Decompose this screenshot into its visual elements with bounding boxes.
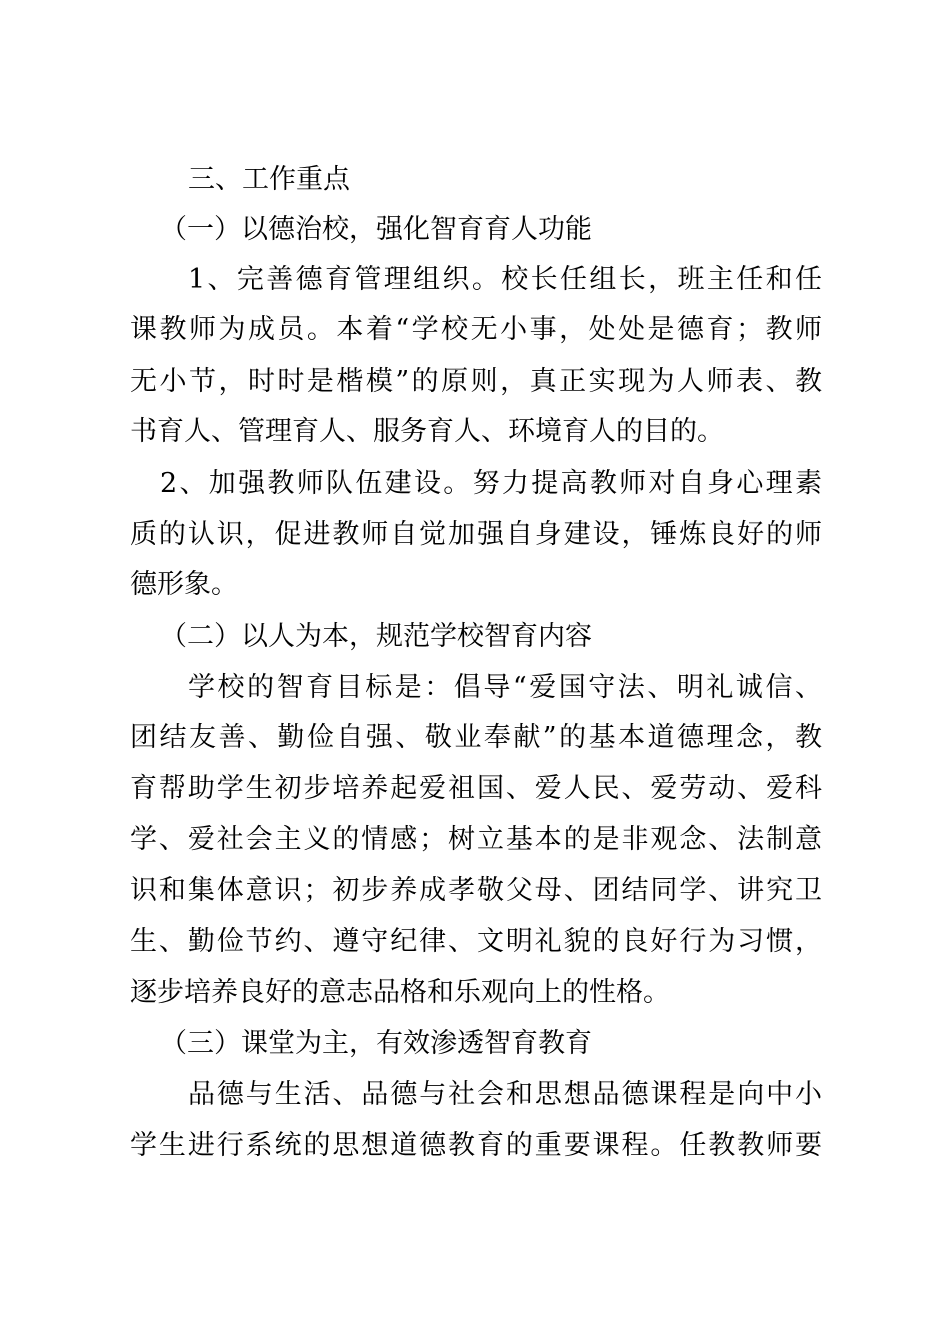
part2-body-line: 学、爱社会主义的情感；树立基本的是非观念、法制意 (130, 824, 822, 855)
part2-body-line: 逐步培养良好的意志品格和乐观向上的性格。 (130, 977, 670, 1008)
part2-body-line: 生、勤俭节约、遵守纪律、文明礼貌的良好行为习惯， (130, 926, 822, 957)
part1-item1-line: 1、完善德育管理组织。校长任组长，班主任和任 (188, 264, 822, 295)
part1-item2-line: 2、加强教师队伍建设。努力提高教师对自身心理素 (160, 468, 822, 499)
part1-item1-line: 课教师为成员。本着“学校无小事，处处是德育；教师 (130, 314, 822, 345)
part2-body-line: 学校的智育目标是：倡导“爱国守法、明礼诚信、 (188, 672, 822, 703)
part1-item2-line: 德形象。 (130, 569, 238, 600)
section-heading: 三、工作重点 (188, 164, 350, 195)
part3-body-line: 学生进行系统的思想道德教育的重要课程。任教教师要 (130, 1130, 822, 1161)
part3-body-line: 品德与生活、品德与社会和思想品德课程是向中小 (188, 1079, 822, 1110)
part1-item1-line: 书育人、管理育人、服务育人、环境育人的目的。 (130, 416, 724, 447)
part1-item2-line: 质的认识，促进教师自觉加强自身建设，锤炼良好的师 (130, 519, 822, 550)
part2-heading: （二）以人为本，规范学校智育内容 (160, 621, 592, 652)
part3-heading: （三）课堂为主，有效渗透智育教育 (160, 1028, 592, 1059)
part2-body-line: 识和集体意识；初步养成孝敬父母、团结同学、讲究卫 (130, 875, 822, 906)
part1-item1-line: 无小节，时时是楷模”的原则，真正实现为人师表、教 (130, 366, 822, 397)
part2-body-line: 育帮助学生初步培养起爱祖国、爱人民、爱劳动、爱科 (130, 773, 822, 804)
part1-heading: （一）以德治校，强化智育育人功能 (160, 214, 592, 245)
part2-body-line: 团结友善、勤俭自强、敬业奉献”的基本道德理念，教 (130, 722, 822, 753)
